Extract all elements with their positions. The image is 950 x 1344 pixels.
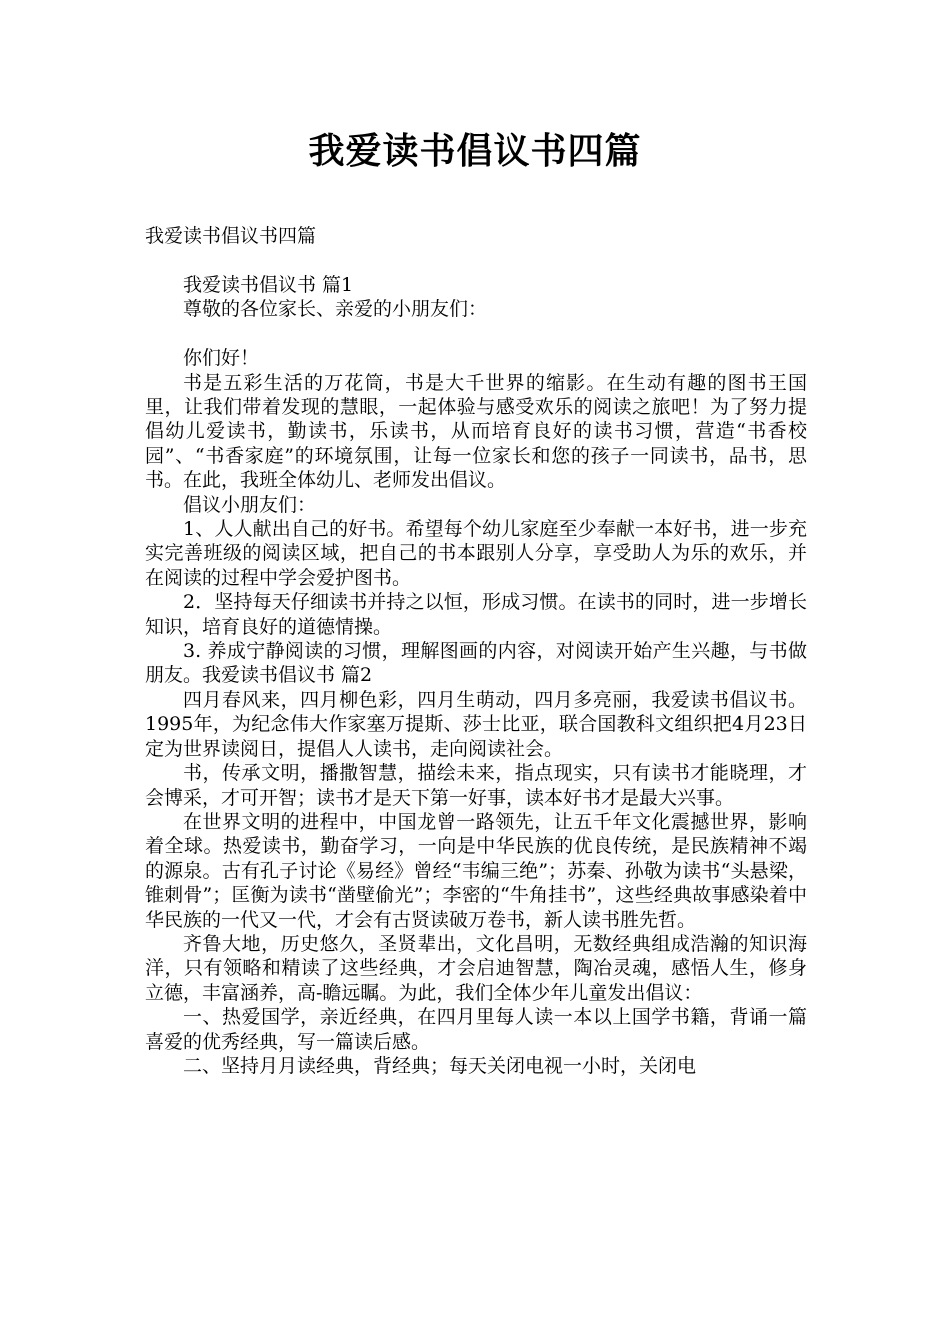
salutation: 尊敬的各位家长、亲爱的小朋友们： bbox=[183, 298, 488, 321]
document-title: 我爱读书倡议书四篇 bbox=[308, 131, 642, 172]
paragraph: 四月春风来，四月柳色彩，四月生萌动，四月多亮丽，我爱读书倡议书。1995年，为纪念伟大作家塞万提斯、莎士比亚，联合国教科文组织把4月23日定为世界读阅日，提倡人人读书，走向阅读社会。 bbox=[145, 688, 807, 760]
paragraph: 在世界文明的进程中，中国龙曾一路领先，让五千年文化震撼世界，影响着全球。热爱读书，勤奋学习，一向是中华民族的优良传统，是民族精神不竭的源泉。古有孔子讨论《易经》曾经“韦编三绝”；苏秦、孙敬为读书“头悬梁，锥刺骨”；匡衡为读书“凿壁偷光”；李密的“牛角挂书”，这些经典故事感染着中华民族的一代又一代，才会有古贤读破万卷书，新人读书胜先哲。 bbox=[145, 810, 807, 931]
greeting: 你们好！ bbox=[183, 347, 260, 370]
section-heading-1: 我爱读书倡议书 篇1 bbox=[183, 274, 354, 296]
list-item: 3. 养成宁静阅读的习惯，理解图画的内容，对阅读开始产生兴趣，与书做朋友。我爱读书倡议书 篇2 bbox=[145, 640, 807, 687]
list-item: 2．坚持每天仔细读书并持之以恒，形成习惯。在读书的同时，进一步增长知识，培育良好的道德情操。 bbox=[145, 591, 807, 638]
document-body bbox=[145, 273, 807, 1078]
list-item: 一、热爱国学，亲近经典，在四月里每人读一本以上国学书籍，背诵一篇喜爱的优秀经典，写一篇读后感。 bbox=[145, 1006, 807, 1053]
paragraph: 倡议小朋友们： bbox=[183, 493, 317, 516]
list-item: 二、坚持月月读经典，背经典；每天关闭电视一小时，关闭电 bbox=[183, 1054, 697, 1077]
list-item: 1、人人献出自己的好书。希望每个幼儿家庭至少奉献一本好书，进一步充实完善班级的阅读区域，把自己的书本跟别人分享，享受助人为乐的欢乐，并在阅读的过程中学会爱护图书。 bbox=[145, 518, 807, 589]
paragraph: 齐鲁大地，历史悠久，圣贤辈出，文化昌明，无数经典组成浩瀚的知识海洋，只有领略和精读了这些经典，才会启迪智慧，陶冶灵魂，感悟人生，修身立德，丰富涵养，高-瞻远瞩。为此，我们全体少年儿童发出倡议： bbox=[145, 932, 807, 1004]
paragraph: 书是五彩生活的万花筒，书是大千世界的缩影。在生动有趣的图书王国里，让我们带着发现的慧眼，一起体验与感受欢乐的阅读之旅吧！为了努力提倡幼儿爱读书，勤读书，乐读书，从而培育良好的读书习惯，营造“书香校园”、“书香家庭”的环境氛围，让每一位家长和您的孩子一同读书，品书，思书。在此，我班全体幼儿、老师发出倡议。 bbox=[145, 371, 807, 492]
document-subtitle: 我爱读书倡议书四篇 bbox=[145, 225, 317, 247]
paragraph: 书，传承文明，播撒智慧，描绘未来，指点现实，只有读书才能晓理，才会博采，才可开智；读书才是天下第一好事，读本好书才是最大兴事。 bbox=[145, 762, 807, 809]
